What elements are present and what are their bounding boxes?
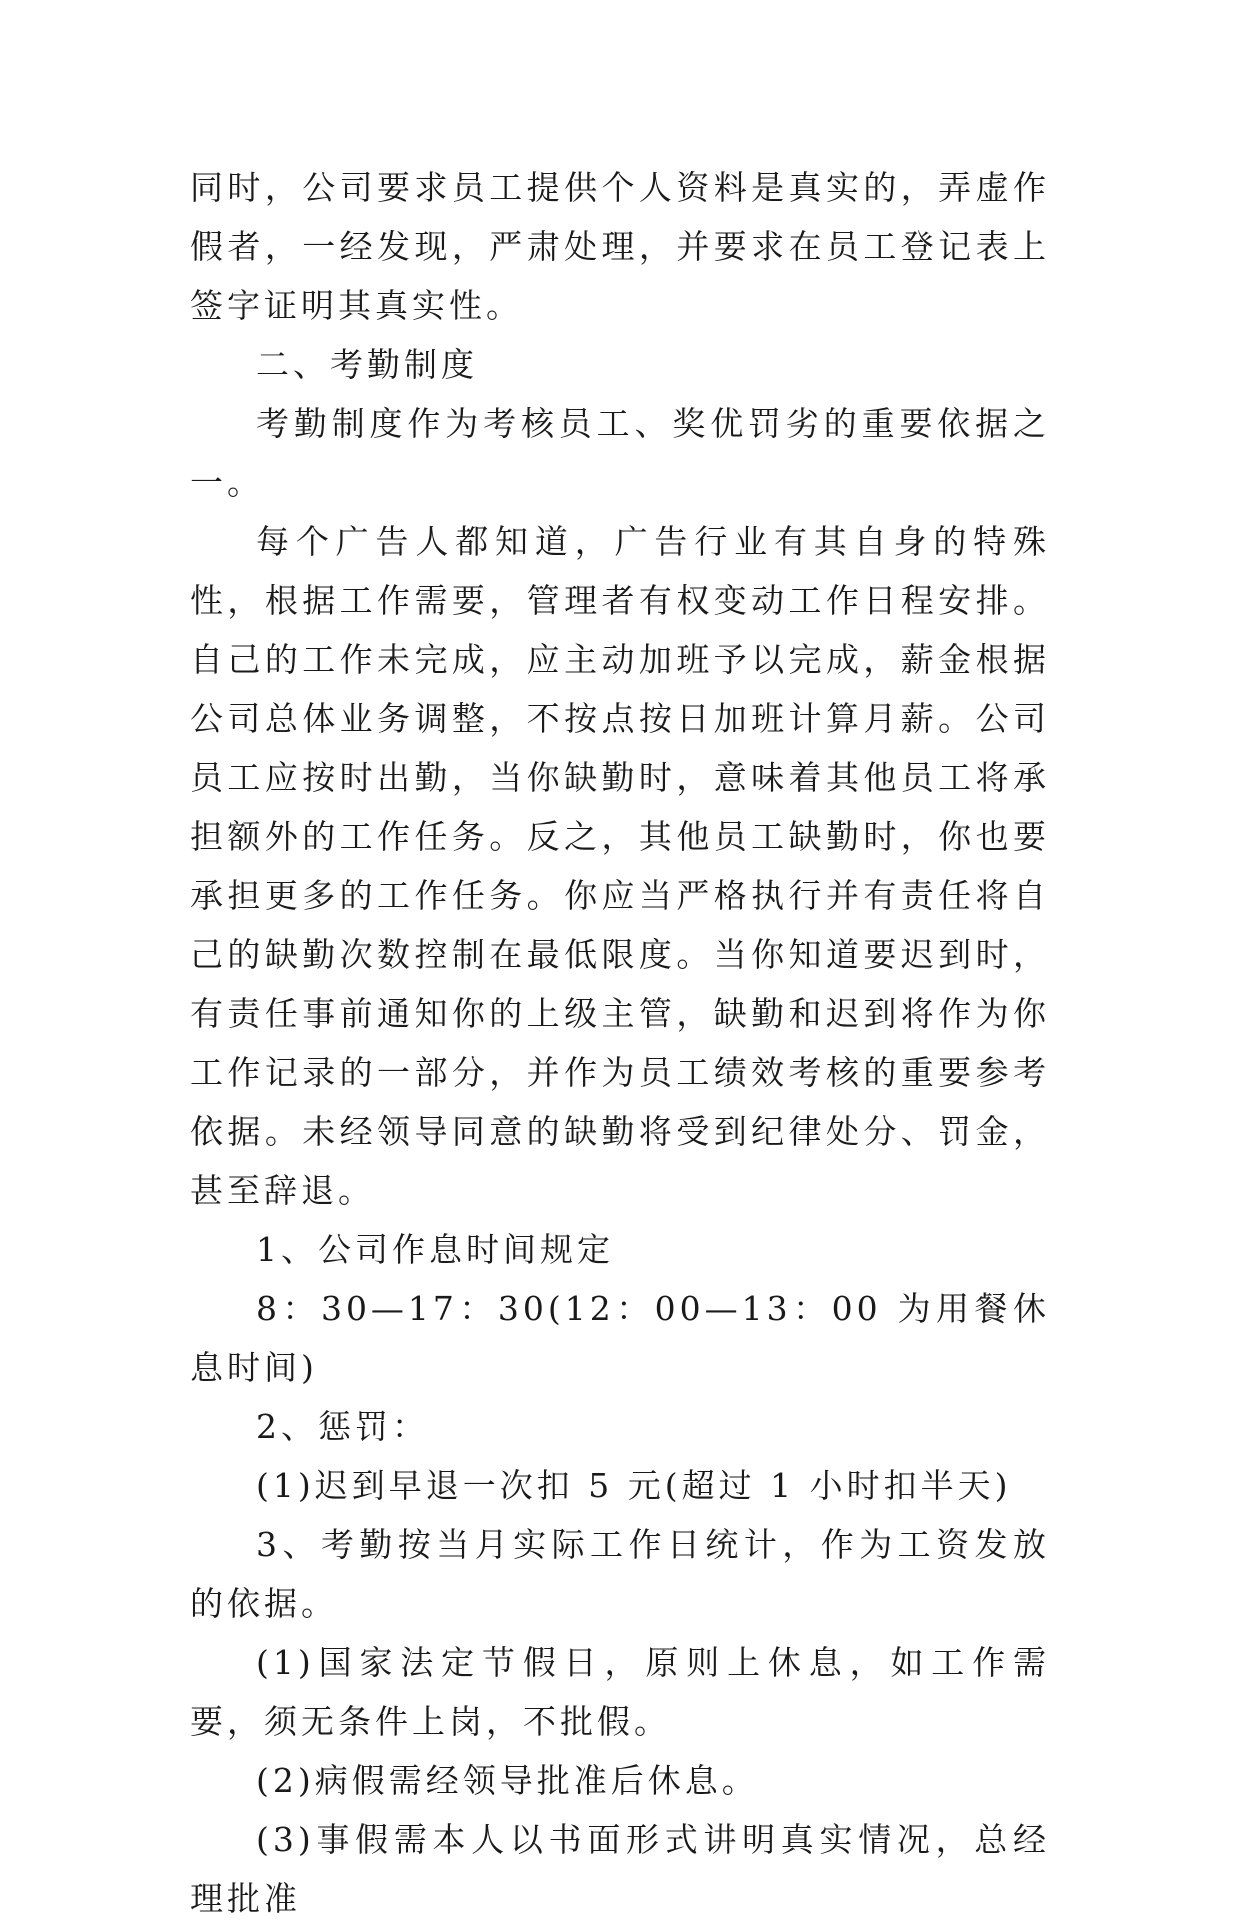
item-personal-leave: (3)事假需本人以书面形式讲明真实情况，总经理批准 <box>190 1820 1050 1918</box>
item-attendance-stats: 3、考勤按当月实际工作日统计，作为工资发放的依据。 <box>190 1525 1050 1623</box>
document-page <box>190 158 1050 1928</box>
paragraph-attendance-details: 每个广告人都知道，广告行业有其自身的特殊性，根据工作需要，管理者有权变动工作日程安排。自己的工作未完成，应主动加班予以完成，薪金根据公司总体业务调整，不按点按日加班计算月薪。公司员工应按时出勤，当你缺勤时，意味着其他员工将承担额外的工作任务。反之，其他员工缺勤时，你也要承担更多的工作任务。你应当严格执行并有责任将自己的缺勤次数控制在最低限度。当你知道要迟到时，有责任事前通知你的上级主管，缺勤和迟到将作为你工作记录的一部分，并作为员工绩效考核的重要参考依据。未经领导同意的缺勤将受到纪律处分、罚金，甚至辞退。 <box>190 522 1050 1210</box>
section-heading-attendance: 二、考勤制度 <box>256 345 478 384</box>
item-penalty-late: (1)迟到早退一次扣 5 元(超过 1 小时扣半天) <box>256 1466 1012 1505</box>
paragraph-personal-info: 同时，公司要求员工提供个人资料是真实的，弄虚作假者，一经发现，严肃处理，并要求在员工登记表上签字证明其真实性。 <box>190 168 1050 325</box>
item-penalty-heading: 2、惩罚： <box>256 1407 429 1446</box>
item-holidays: (1)国家法定节假日，原则上休息，如工作需要，须无条件上岗，不批假。 <box>190 1643 1050 1741</box>
item-work-hours: 8：30—17：30(12：00—13：00 为用餐休息时间) <box>190 1289 1050 1387</box>
paragraph-attendance-purpose: 考勤制度作为考核员工、奖优罚劣的重要依据之一。 <box>190 404 1050 502</box>
item-sick-leave: (2)病假需经领导批准后休息。 <box>256 1761 759 1800</box>
item-work-hours-heading: 1、公司作息时间规定 <box>256 1230 614 1269</box>
